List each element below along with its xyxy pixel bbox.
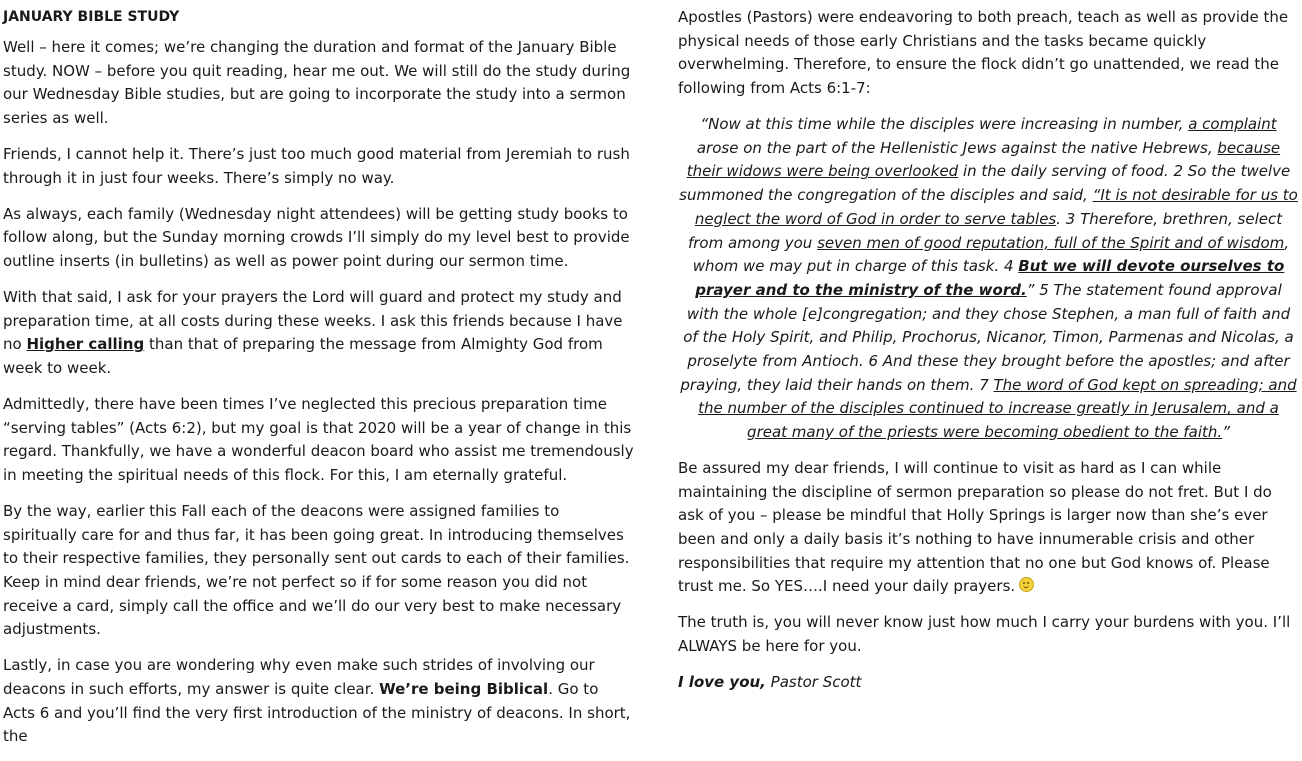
be-assured-text: Be assured my dear friends, I will continue to visit as hard as I can while maintaining the discipline of sermon preparation so please do not fret. But I do ask of you – please be mindful that Holly Springs is larger now than she’s ever been and only a daily basis it’s nothing to have innumerable crisis and other responsibilities that require my attention that no one but God knows of. Please trust me. So YES….I need your daily prayers. <box>678 458 1272 596</box>
prayers-text-a: With that said, I ask for your prayers the Lord will guard and protect my study and preparation time, at all costs during these weeks. I ask this friends because I have no <box>3 287 623 354</box>
signature-name: Pastor Scott <box>765 672 862 691</box>
quote-underlined-segment: a complaint <box>1188 115 1277 133</box>
left-column <box>3 6 635 761</box>
paragraph-serving-tables: Admittedly, there have been times I’ve neglected this precious preparation time “serving tables” (Acts 6:2), but my goal is that 2020 will be a year of change in this regard. Thankfully, we have a wonderful deacon board who assist me tremendously in meeting the spiritual needs of this flock. For this, I am eternally grateful. <box>3 394 634 484</box>
paragraph-truth: The truth is, you will never know just how much I carry your burdens with you. I’ll ALWAYS be here for you. <box>678 613 1291 655</box>
quote-underlined-segment: seven men of good reputation, full of the Spirit and of wisdom <box>817 233 1285 252</box>
quote-segment: , whom we may put in charge of this task. 4 <box>692 233 1290 276</box>
being-biblical-emphasis: We’re being Biblical <box>379 680 549 698</box>
quote-segment: in the daily serving of food. 2 So the twelve summoned the congregation of the disciples and said, <box>679 162 1291 205</box>
quote-bold-underlined-segment: But we will devote ourselves to prayer and to the ministry of the word. <box>695 257 1285 299</box>
quote-underlined-segment: because their widows were being overlooked <box>686 138 1281 181</box>
scripture-quote-acts-6 <box>678 113 1299 445</box>
paragraph-study-books: As always, each family (Wednesday night attendees) will be getting study books to follow along, but the Sunday morning crowds I’ll simply do my level best to provide outline inserts (in bulletins) as well as power point during our sermon time. <box>3 204 630 270</box>
paragraph-apostles: Apostles (Pastors) were endeavoring to both preach, teach as well as provide the physical needs of those early Christians and the tasks became quickly overwhelming. Therefore, to ensure the flock didn’t go unattended, we read the following from Acts 6:1-7: <box>678 8 1289 98</box>
quote-segment: ” <box>1222 423 1230 442</box>
signature-line <box>678 671 1299 695</box>
signature-closing: I love you, <box>678 672 766 691</box>
paragraph-deacons: By the way, earlier this Fall each of the deacons were assigned families to spiritually care for and thus far, it has been going great. In introducing themselves to their respective families, they personally sent out cards to each of their families. Keep in mind dear friends, we’re not perfect so if for some reason you did not receive a card, simply call the office and we’ll do our very best to make necessary adjustments. <box>3 501 630 639</box>
paragraph-jeremiah: Friends, I cannot help it. There’s just too much good material from Jeremiah to rush through it in just four weeks. There’s simply no way. <box>3 145 630 187</box>
quote-segment: ” 5 The statement found approval with the whole [e]congregation; and they chose Stephen, a man full of faith and of the Holy Spirit, and Philip, Prochorus, Nicanor, Timon, Parmenas and Nicolas, a proselyte from Antioch. 6 And these they brought before the apostles; and after praying, they laid their hands on them. 7 <box>680 280 1294 394</box>
quote-segment: arose on the part of the Hellenistic Jews against the native Hebrews, <box>696 138 1218 157</box>
prayers-text-b: than that of preparing the message from Almighty God from week to week. <box>3 335 603 377</box>
paragraph-lastly <box>3 654 635 749</box>
page-title: JANUARY BIBLE STUDY <box>3 9 180 25</box>
right-column <box>678 6 1299 707</box>
quote-segment: “Now at this time while the disciples were increasing in number, <box>700 115 1189 133</box>
lastly-text-b: . Go to Acts 6 and you’ll find the very first introduction of the ministry of deacons. In short, the <box>3 680 631 746</box>
quote-underlined-segment: The word of God kept on spreading; and the number of the disciples continued to increase greatly in Jerusalem, and a great many of the priests were becoming obedient to the faith. <box>698 375 1297 442</box>
paragraph-prayers <box>3 286 635 381</box>
higher-calling-emphasis: Higher calling <box>26 335 145 354</box>
smiley-face-icon <box>1019 577 1034 592</box>
lastly-text-a: Lastly, in case you are wondering why even make such strides of involving our deacons in such efforts, my answer is quite clear. <box>3 656 595 698</box>
quote-segment: . 3 Therefore, brethren, select from among you <box>687 209 1283 252</box>
paragraph-be-assured <box>678 457 1299 599</box>
quote-underlined-segment: “It is not desirable for us to neglect the word of God in order to serve tables <box>694 186 1298 228</box>
paragraph-intro: Well – here it comes; we’re changing the duration and format of the January Bible study. NOW – before you quit reading, hear me out. We will still do the study during our Wednesday Bible studies, but are going to incorporate the study into a sermon series as well. <box>3 38 631 128</box>
